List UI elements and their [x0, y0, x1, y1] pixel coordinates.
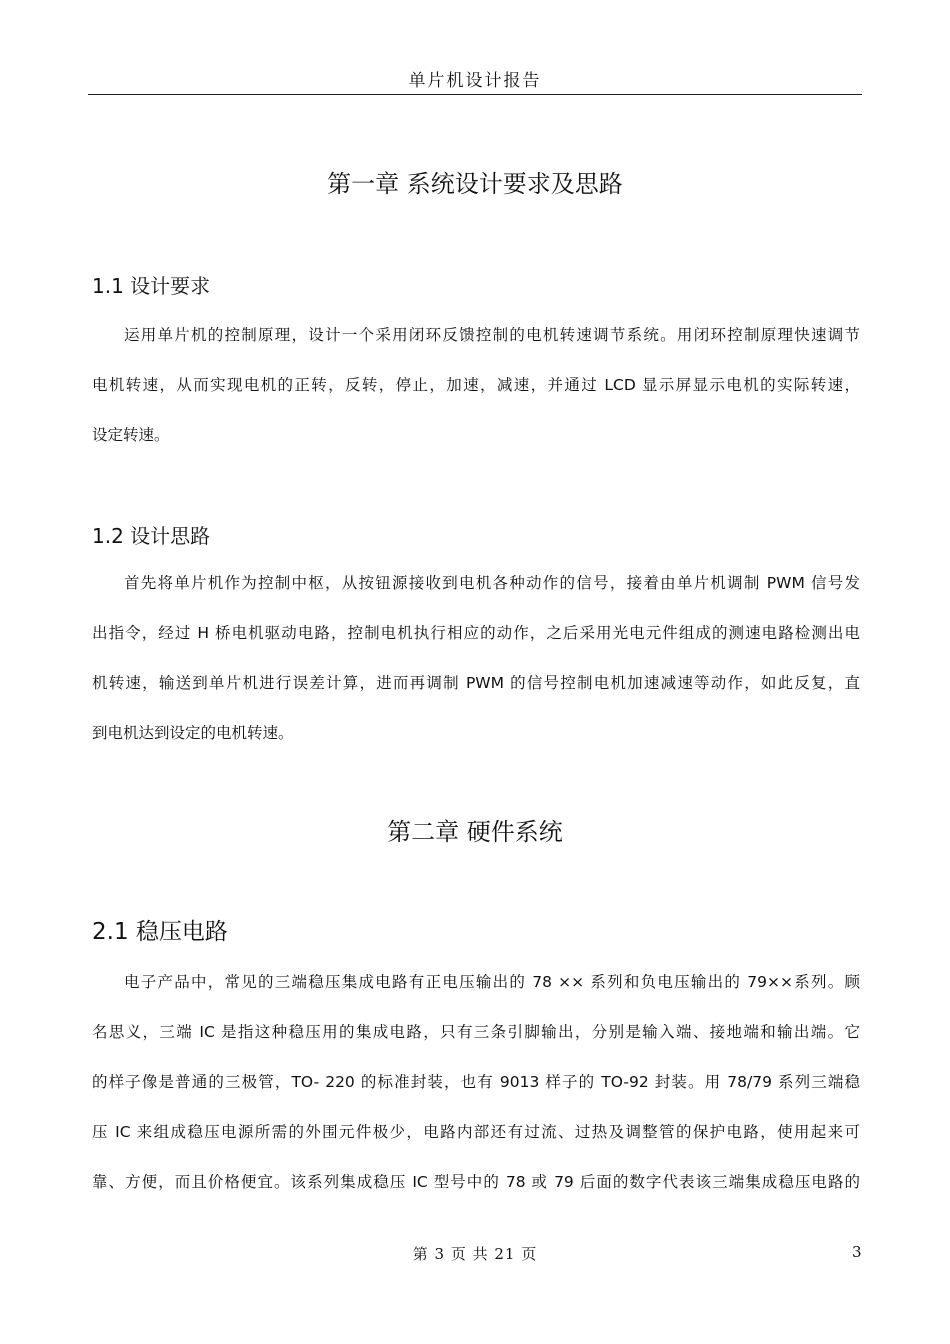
section-2-1-paragraph — [92, 957, 860, 1207]
paragraph-line: 靠、方便，而且价格便宜。该系列集成稳压 IC 型号中的 78 或 79 后面的数字代表该三端集成稳压电路的 — [92, 1173, 860, 1191]
paragraph-line: 电机转速，从而实现电机的正转，反转，停止，加速，减速，并通过 LCD 显示屏显示电机的实际转速， — [92, 376, 860, 394]
paragraph-line: 出指令，经过 H 桥电机驱动电路，控制电机执行相应的动作，之后采用光电元件组成的测速电路检测出电 — [92, 624, 860, 642]
section-2-1-title: 2.1 稳压电路 — [92, 919, 228, 945]
paragraph-line: 电子产品中，常见的三端稳压集成电路有正电压输出的 78 ×× 系列和负电压输出的 79××系列。顾 — [124, 973, 860, 991]
chapter-2-title: 第二章 硬件系统 — [387, 818, 563, 846]
paragraph-line: 压 IC 来组成稳压电源所需的外围元件极少，电路内部还有过流、过热及调整管的保护电路，使用起来可 — [92, 1123, 860, 1141]
section-1-1-title: 1.1 设计要求 — [92, 274, 211, 298]
paragraph-line: 名思义，三端 IC 是指这种稳压用的集成电路，只有三条引脚输出，分别是输入端、接地端和输出端。它 — [92, 1023, 860, 1041]
section-1-2-title: 1.2 设计思路 — [92, 524, 211, 548]
chapter-1-title: 第一章 系统设计要求及思路 — [327, 170, 623, 198]
section-1-2-paragraph — [92, 558, 860, 758]
paragraph-line: 运用单片机的控制原理，设计一个采用闭环反馈控制的电机转速调节系统。用闭环控制原理快速调节 — [124, 326, 860, 344]
running-header: 单片机设计报告 — [408, 71, 542, 91]
paragraph-line: 设定转速。 — [92, 426, 170, 444]
paragraph-line: 到电机达到设定的电机转速。 — [92, 724, 294, 742]
page-footer-label: 第 3 页 共 21 页 — [412, 1245, 538, 1263]
page-number: 3 — [852, 1243, 862, 1261]
paragraph-line: 机转速，输送到单片机进行误差计算，进而再调制 PWM 的信号控制电机加速减速等动作，如此反复，直 — [92, 674, 860, 692]
header-rule — [88, 94, 862, 95]
section-1-1-paragraph — [92, 310, 860, 460]
paragraph-line: 的样子像是普通的三极管，TO- 220 的标准封装，也有 9013 样子的 TO-92 封装。用 78/79 系列三端稳 — [92, 1073, 860, 1091]
paragraph-line: 首先将单片机作为控制中枢，从按钮源接收到电机各种动作的信号，接着由单片机调制 PWM 信号发 — [124, 574, 860, 592]
